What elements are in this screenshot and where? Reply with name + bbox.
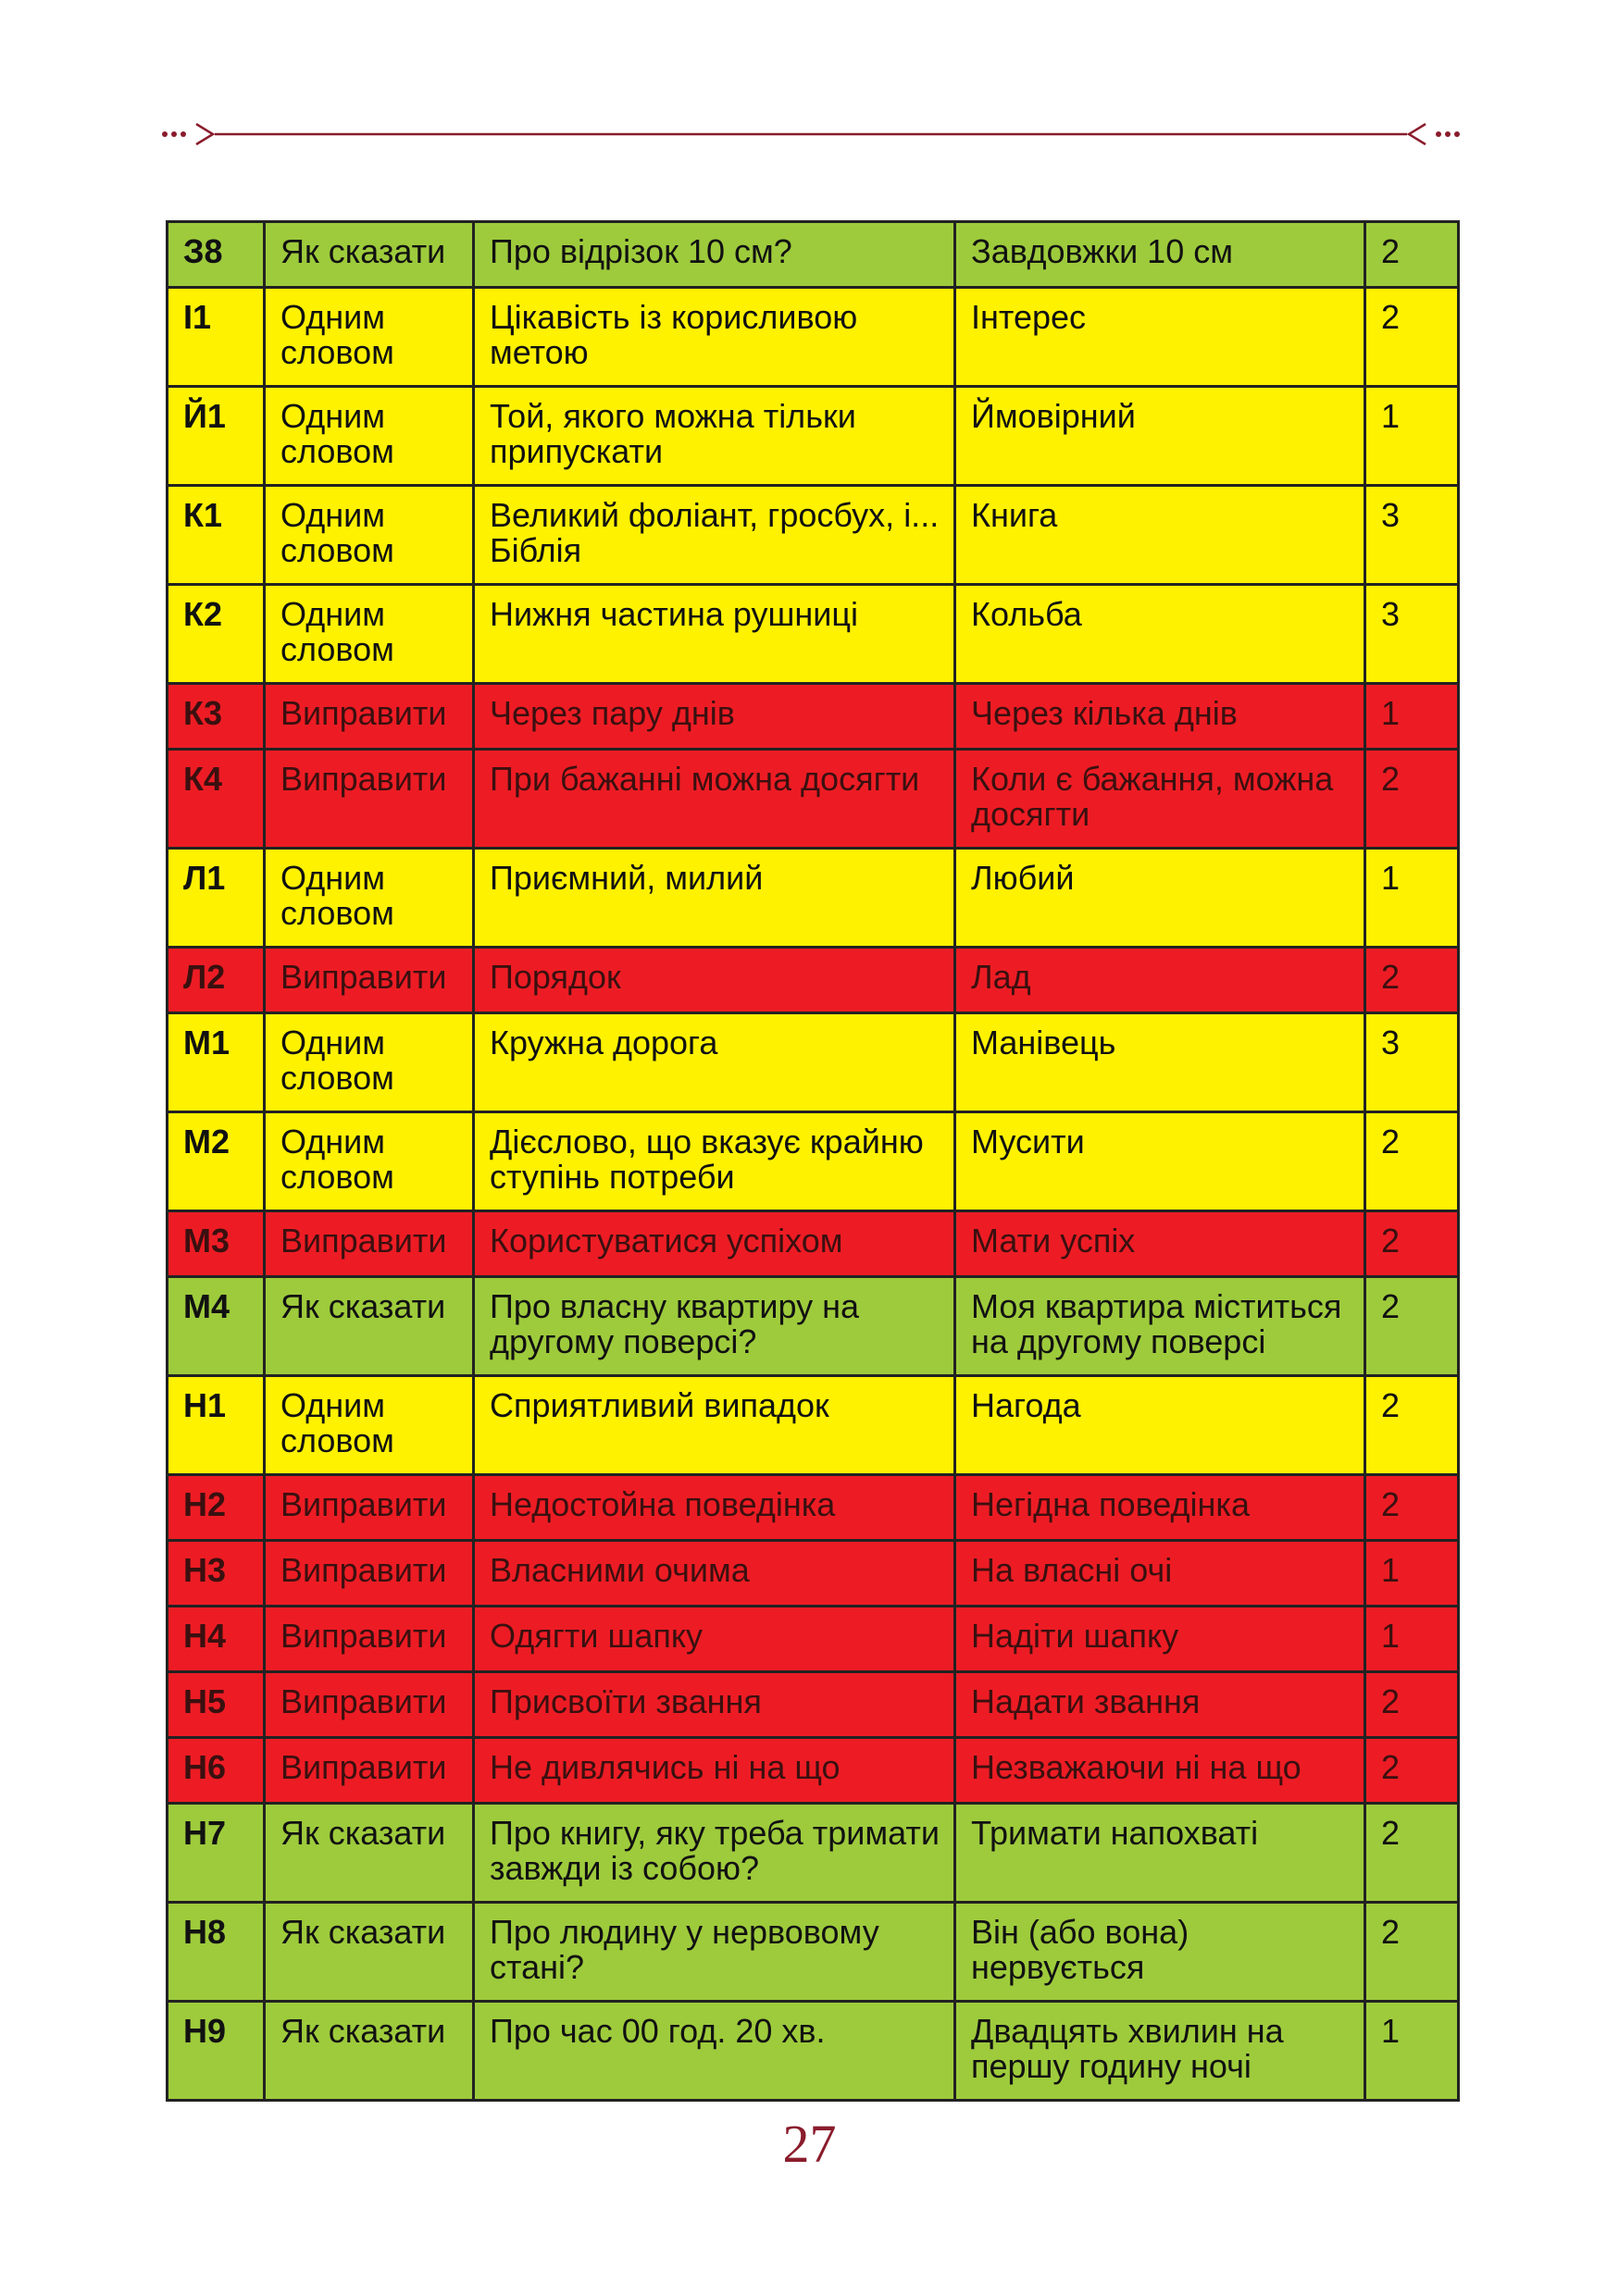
table-row (168, 387, 1459, 486)
row-code-cell: М4 (168, 1277, 265, 1376)
row-code-cell: К2 (168, 585, 265, 684)
row-prompt-cell: Кружна дорога (474, 1013, 955, 1112)
row-answer-cell: Ймовірний (955, 387, 1365, 486)
row-code-cell: Н6 (168, 1738, 265, 1804)
row-points-cell: 2 (1365, 1738, 1459, 1804)
row-answer-cell: Коли є бажання, можна досягти (955, 750, 1365, 849)
row-points-cell: 3 (1365, 1013, 1459, 1112)
exercise-table-body (168, 222, 1459, 2101)
row-prompt-cell: Дієслово, що вказує крайню ступінь потреби (474, 1112, 955, 1211)
row-points-cell: 2 (1365, 288, 1459, 387)
row-answer-cell: Надати звання (955, 1672, 1365, 1738)
table-row (168, 486, 1459, 585)
row-points-cell: 2 (1365, 750, 1459, 849)
row-points-cell: 2 (1365, 222, 1459, 288)
row-points-cell: 2 (1365, 1475, 1459, 1541)
row-prompt-cell: Цікавість із корисливою метою (474, 288, 955, 387)
table-row (168, 1804, 1459, 1903)
table-row (168, 1607, 1459, 1672)
row-answer-cell: Завдовжки 10 см (955, 222, 1365, 288)
row-points-cell: 2 (1365, 1211, 1459, 1277)
row-answer-cell: Книга (955, 486, 1365, 585)
row-prompt-cell: Про відрізок 10 см? (474, 222, 955, 288)
row-answer-cell: Незважаючи ні на що (955, 1738, 1365, 1804)
row-code-cell: К3 (168, 684, 265, 750)
row-type-cell: Одним словом (265, 486, 474, 585)
row-answer-cell: Надіти шапку (955, 1607, 1365, 1672)
row-code-cell: Н8 (168, 1903, 265, 2002)
table-row (168, 288, 1459, 387)
row-answer-cell: Кольба (955, 585, 1365, 684)
row-answer-cell: Лад (955, 948, 1365, 1013)
row-code-cell: Н1 (168, 1376, 265, 1475)
row-points-cell: 1 (1365, 849, 1459, 948)
row-type-cell: Одним словом (265, 387, 474, 486)
row-prompt-cell: Порядок (474, 948, 955, 1013)
row-points-cell: 2 (1365, 1376, 1459, 1475)
table-row (168, 1211, 1459, 1277)
row-type-cell: Виправити (265, 684, 474, 750)
row-points-cell: 3 (1365, 486, 1459, 585)
row-type-cell: Одним словом (265, 288, 474, 387)
row-code-cell: З8 (168, 222, 265, 288)
row-code-cell: Н5 (168, 1672, 265, 1738)
row-code-cell: Н9 (168, 2002, 265, 2101)
row-code-cell: М1 (168, 1013, 265, 1112)
row-type-cell: Одним словом (265, 1013, 474, 1112)
row-code-cell: Й1 (168, 387, 265, 486)
row-type-cell: Одним словом (265, 1112, 474, 1211)
row-code-cell: Н2 (168, 1475, 265, 1541)
row-type-cell: Як сказати (265, 1903, 474, 2002)
row-code-cell: М2 (168, 1112, 265, 1211)
row-type-cell: Виправити (265, 750, 474, 849)
row-code-cell: Н3 (168, 1541, 265, 1607)
row-answer-cell: Він (або вона) нервується (955, 1903, 1365, 2002)
row-prompt-cell: Не дивлячись ні на що (474, 1738, 955, 1804)
table-row (168, 1376, 1459, 1475)
row-answer-cell: Мати успіх (955, 1211, 1365, 1277)
table-row (168, 849, 1459, 948)
row-answer-cell: Через кілька днів (955, 684, 1365, 750)
row-points-cell: 1 (1365, 684, 1459, 750)
row-code-cell: М3 (168, 1211, 265, 1277)
row-prompt-cell: Через пару днів (474, 684, 955, 750)
header-ornament-divider (159, 120, 1463, 148)
row-points-cell: 2 (1365, 1277, 1459, 1376)
row-type-cell: Одним словом (265, 1376, 474, 1475)
row-points-cell: 2 (1365, 948, 1459, 1013)
row-type-cell: Одним словом (265, 585, 474, 684)
row-prompt-cell: Про людину у нервовому стані? (474, 1903, 955, 2002)
exercise-table-container (166, 220, 1457, 2102)
row-answer-cell: Інтерес (955, 288, 1365, 387)
row-type-cell: Виправити (265, 1672, 474, 1738)
row-prompt-cell: Одягти шапку (474, 1607, 955, 1672)
row-points-cell: 1 (1365, 1607, 1459, 1672)
table-row (168, 1112, 1459, 1211)
row-points-cell: 3 (1365, 585, 1459, 684)
row-answer-cell: Любий (955, 849, 1365, 948)
row-points-cell: 2 (1365, 1804, 1459, 1903)
row-prompt-cell: Присвоїти звання (474, 1672, 955, 1738)
row-type-cell: Виправити (265, 1475, 474, 1541)
row-code-cell: Л2 (168, 948, 265, 1013)
row-type-cell: Виправити (265, 1541, 474, 1607)
row-prompt-cell: Сприятливий випадок (474, 1376, 955, 1475)
table-row (168, 750, 1459, 849)
row-prompt-cell: При бажанні можна досягти (474, 750, 955, 849)
row-points-cell: 1 (1365, 387, 1459, 486)
table-row (168, 1738, 1459, 1804)
row-answer-cell: Тримати напохваті (955, 1804, 1365, 1903)
row-prompt-cell: Про час 00 год. 20 хв. (474, 2002, 955, 2101)
row-answer-cell: Мусити (955, 1112, 1365, 1211)
row-answer-cell: Манівець (955, 1013, 1365, 1112)
row-code-cell: К1 (168, 486, 265, 585)
row-code-cell: Л1 (168, 849, 265, 948)
row-prompt-cell: Той, якого можна тільки припускати (474, 387, 955, 486)
table-row (168, 684, 1459, 750)
row-prompt-cell: Власними очима (474, 1541, 955, 1607)
row-type-cell: Виправити (265, 1738, 474, 1804)
row-type-cell: Як сказати (265, 222, 474, 288)
row-prompt-cell: Про книгу, яку треба тримати завжди із собою? (474, 1804, 955, 1903)
row-type-cell: Як сказати (265, 1804, 474, 1903)
table-row (168, 1541, 1459, 1607)
row-code-cell: Н7 (168, 1804, 265, 1903)
table-row (168, 1672, 1459, 1738)
row-points-cell: 2 (1365, 1672, 1459, 1738)
table-row (168, 1013, 1459, 1112)
table-row (168, 585, 1459, 684)
row-points-cell: 1 (1365, 1541, 1459, 1607)
row-prompt-cell: Нижня частина рушниці (474, 585, 955, 684)
row-answer-cell: На власні очі (955, 1541, 1365, 1607)
row-prompt-cell: Приємний, милий (474, 849, 955, 948)
table-row (168, 948, 1459, 1013)
row-prompt-cell: Про власну квартиру на другому поверсі? (474, 1277, 955, 1376)
row-type-cell: Виправити (265, 1607, 474, 1672)
row-code-cell: І1 (168, 288, 265, 387)
row-type-cell: Виправити (265, 1211, 474, 1277)
page-number: 27 (782, 2114, 837, 2174)
row-code-cell: Н4 (168, 1607, 265, 1672)
table-row (168, 222, 1459, 288)
row-prompt-cell: Користуватися успіхом (474, 1211, 955, 1277)
row-type-cell: Виправити (265, 948, 474, 1013)
row-answer-cell: Негідна поведінка (955, 1475, 1365, 1541)
row-prompt-cell: Великий фоліант, гросбух, і... Біблія (474, 486, 955, 585)
table-row (168, 1277, 1459, 1376)
row-points-cell: 1 (1365, 2002, 1459, 2101)
table-row (168, 1475, 1459, 1541)
exercise-table (166, 220, 1460, 2102)
row-type-cell: Як сказати (265, 1277, 474, 1376)
row-answer-cell: Моя квартира міститься на другому поверсі (955, 1277, 1365, 1376)
row-type-cell: Одним словом (265, 849, 474, 948)
row-code-cell: К4 (168, 750, 265, 849)
row-points-cell: 2 (1365, 1112, 1459, 1211)
row-answer-cell: Нагода (955, 1376, 1365, 1475)
row-type-cell: Як сказати (265, 2002, 474, 2101)
row-answer-cell: Двадцять хвилин на першу годину ночі (955, 2002, 1365, 2101)
row-prompt-cell: Недостойна поведінка (474, 1475, 955, 1541)
table-row (168, 1903, 1459, 2002)
table-row (168, 2002, 1459, 2101)
row-points-cell: 2 (1365, 1903, 1459, 2002)
